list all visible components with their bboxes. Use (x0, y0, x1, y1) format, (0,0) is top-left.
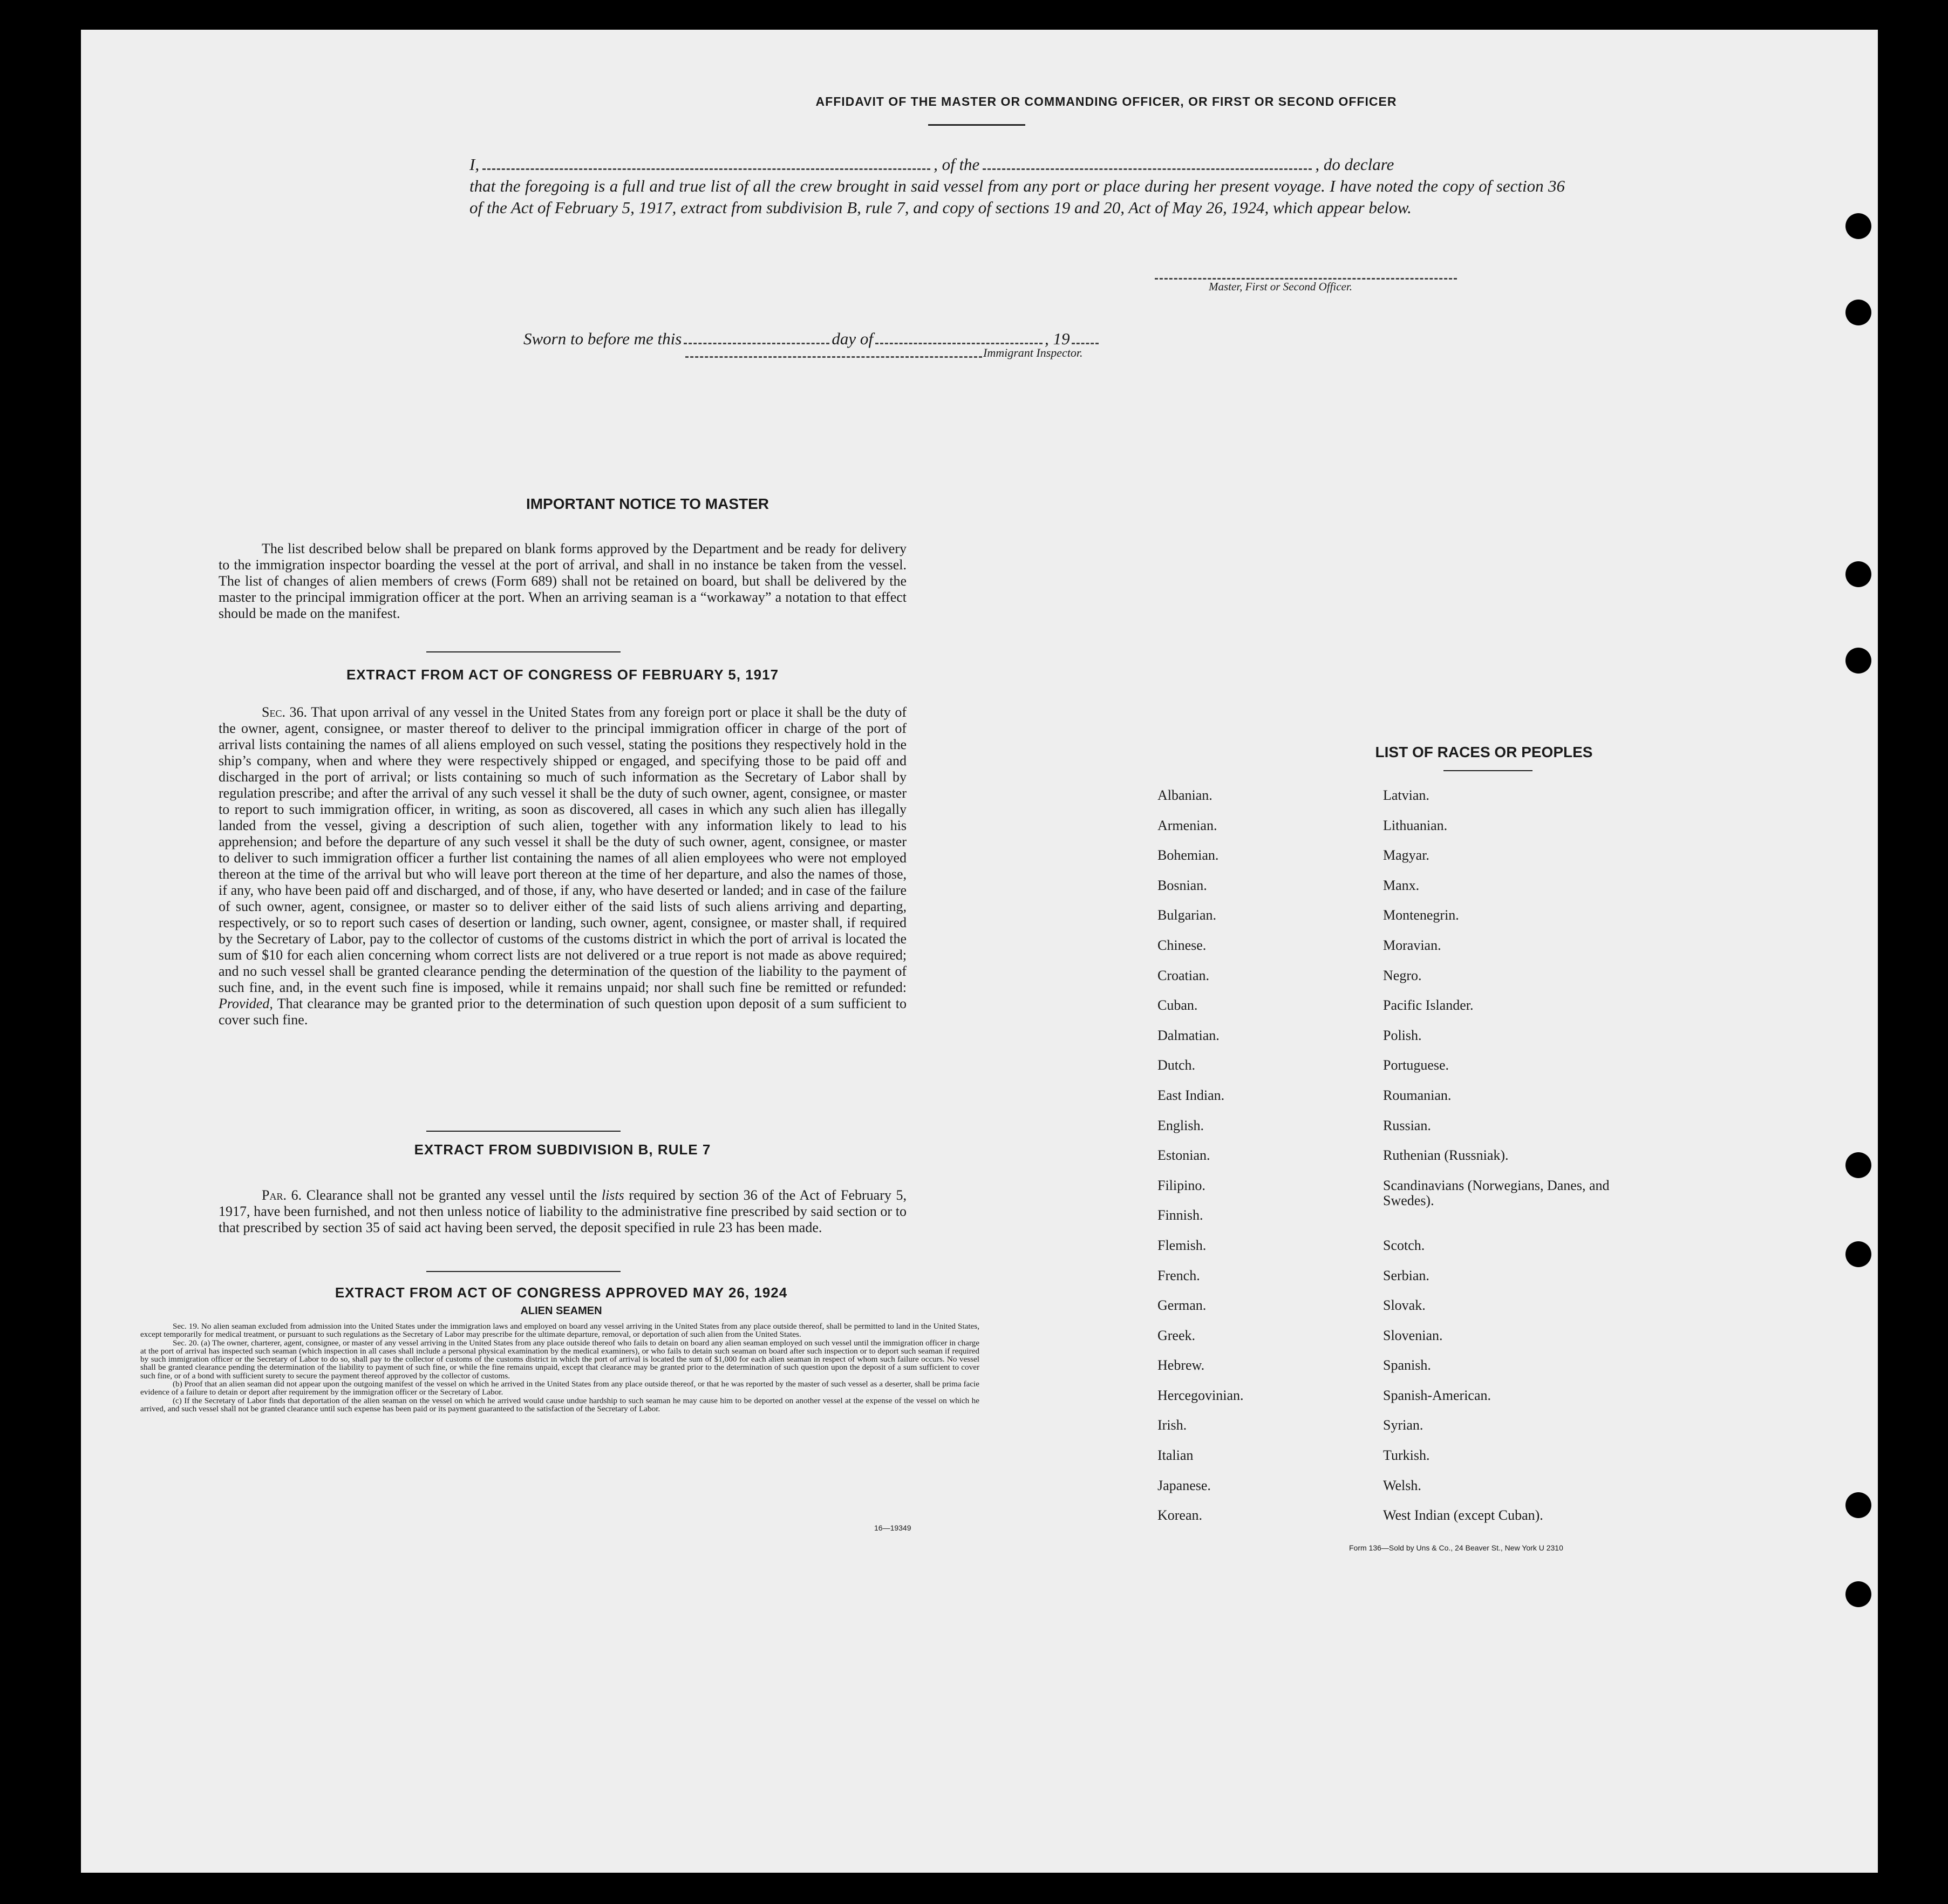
sec-36-body-end: That clearance may be granted prior to the determination of such question upon deposit of a sum sufficient to cover such fine. (219, 996, 907, 1028)
punch-hole (1845, 300, 1871, 325)
officer-name-blank[interactable] (482, 168, 930, 170)
punch-hole (1845, 1241, 1871, 1267)
race-item: Slovenian. (1383, 1327, 1443, 1343)
notice-divider (426, 651, 621, 652)
i-label: I, (469, 155, 480, 174)
form-number: 16—19349 (874, 1524, 911, 1532)
sec-36-body: That upon arrival of any vessel in the United States from any foreign port or place it shall be the duty of the owner, agent, consignee, or master thereof to deliver to the principal immigration officer in charge of the port of arrival lists containing the names of all aliens employed on such vessel, stating the positions they respectively hold in the ship’s company, when and where they were respectively shipped or engaged, and specifying those to be paid off and discharged in the port of arrival; or lists containing so much of such information as the Secretary of Labor shall by regulation prescribe; and after the arrival of any such vessel it shall be the duty of such owner, agent, consignee, or master to report to such immigration officer, in writing, as soon as discovered, all cases in which any such alien has illegally landed from the vessel, giving a description of such alien, together with any information likely to lead to his apprehension; and before the departure of any such vessel it shall be the duty of such owner, agent, consignee, or master to deliver to such immigration officer a further list containing the names of all alien employees who were not employed thereon at the time of the arrival but who will leave port thereon at the time of her departure, and also the names of those, if any, who have been paid off and discharged, and of those, if any, who have deserted or landed; and in case of the failure of such owner, agent, consignee, or master so to deliver either of the said lists of such aliens arriving and departing, respectively, or so to report such cases of desertion or landing, such owner, agent, consignee, or master shall, if required by the Secretary of Labor, pay to the collector of customs of the customs district in which the port of arrival is located the sum of $10 for each alien concerning whom correct lists are not delivered or a true report is not made as above required; and no such vessel shall be granted clearance pending the determination of the question of the liability to the payment of such fine, and, in the event such fine is imposed, while it remains unpaid; nor shall such fine be remitted or refunded: (219, 704, 907, 995)
race-item: Spanish. (1383, 1357, 1431, 1373)
title-divider (928, 124, 1025, 126)
race-item: Bulgarian. (1157, 907, 1217, 923)
par-6-body-a: Clearance shall not be granted any vessel until the (306, 1187, 597, 1203)
section-20b-text: (b) Proof that an alien seaman did not appear upon the outgoing manifest of the vessel on which he arrived in the United States from any place outside thereof, or that he was reported by the master of such vessel as a deserter, shall be prima facie evidence of a failure to detain or deport after requirement by the immigration officer or the Secretary of Labor. (140, 1379, 979, 1397)
punch-hole (1845, 561, 1871, 587)
race-item: East Indian. (1157, 1087, 1225, 1103)
race-item: Korean. (1157, 1507, 1203, 1524)
punch-hole (1845, 1581, 1871, 1607)
affidavit-statement (469, 154, 1565, 219)
races-title: LIST OF RACES OR PEOPLES (1375, 744, 1593, 760)
race-item: Croatian. (1157, 967, 1210, 983)
par-6-label: Par. 6. (262, 1187, 302, 1203)
sworn-day-blank[interactable] (684, 343, 829, 344)
affidavit-body: that the foregoing is a full and true list of all the crew brought in said vessel from any port or place during her present voyage. I have noted the copy of section 36 of the Act of February 5, 1917, extract from subdivision B, rule 7, and copy of sections 19 and 20, Act of May 26, 1924, which appear below. (469, 176, 1565, 217)
race-item: Serbian. (1383, 1267, 1429, 1283)
race-item: Chinese. (1157, 937, 1207, 953)
alien-seamen-subtitle: ALIEN SEAMEN (520, 1305, 602, 1317)
year-label: , 19 (1044, 329, 1070, 348)
section-19-text: Sec. 19. No alien seaman excluded from admission into the United States under the immigration laws and employed on board any vessel arriving in the United States from any place outside thereof, shall be permitted to land in the United States, except temporarily for medical treatment, or pursuant to such regulations as the Secretary of Labor may prescribe for the ultimate departure, removal, or deportation of such alien from the United States. (140, 1322, 979, 1339)
race-item: Flemish. (1157, 1237, 1207, 1253)
race-item: Manx. (1383, 877, 1420, 893)
race-item: Dalmatian. (1157, 1027, 1220, 1043)
affidavit-title: AFFIDAVIT OF THE MASTER OR COMMANDING OFFICER, OR FIRST OR SECOND OFFICER (815, 94, 1397, 108)
punch-hole (1845, 648, 1871, 674)
race-item: Spanish-American. (1383, 1387, 1491, 1403)
race-item: Polish. (1383, 1027, 1422, 1043)
race-item: Albanian. (1157, 787, 1213, 803)
race-item: Italian (1157, 1447, 1194, 1464)
inspector-signature-blank[interactable] (685, 356, 982, 358)
race-item: Greek. (1157, 1327, 1196, 1343)
races-list (1157, 788, 1697, 1538)
race-item: English. (1157, 1117, 1204, 1133)
race-item: Hebrew. (1157, 1357, 1205, 1373)
race-item: Irish. (1157, 1417, 1187, 1433)
race-item: Hercegovinian. (1157, 1387, 1244, 1403)
inspector-label: Immigrant Inspector. (983, 346, 1083, 359)
race-item: Russian. (1383, 1117, 1431, 1133)
paragraph-6-text (219, 1187, 907, 1236)
notice-body: The list described below shall be prepared on blank forms approved by the Department and be ready for delivery to the immigration inspector boarding the vessel at the port of arrival, and shall in no instance be taken from the vessel. The list of changes of alien members of crews (Form 689) shall not be retained on board, but shall be delivered by the master to the principal immigration officer at the port. When an arriving seaman is a “workaway” a notation to that effect should be made on the manifest. (219, 541, 907, 621)
master-signature-blank[interactable] (1155, 278, 1457, 280)
race-item: Filipino. (1157, 1177, 1205, 1193)
form-footer: Form 136—Sold by Uns & Co., 24 Beaver St., New York U 2310 (1349, 1543, 1563, 1552)
sworn-prefix: Sworn to before me this (523, 329, 682, 348)
race-item: Cuban. (1157, 997, 1198, 1014)
race-item (1383, 1208, 1697, 1238)
sec-36-label: Sec. 36. (262, 704, 308, 720)
rule-7-divider (426, 1271, 621, 1272)
alien-seamen-sections (140, 1322, 979, 1413)
race-item: Lithuanian. (1383, 817, 1448, 833)
race-item: German. (1157, 1297, 1207, 1314)
race-item: Ruthenian (Russniak). (1383, 1147, 1509, 1164)
race-item: Welsh. (1383, 1477, 1421, 1493)
races-divider (1443, 770, 1532, 771)
sworn-month-blank[interactable] (875, 343, 1043, 344)
race-item: Magyar. (1383, 847, 1429, 863)
punch-hole (1845, 1152, 1871, 1178)
race-item: Scandinavians (Norwegians, Danes, and Swedes). (1383, 1177, 1610, 1208)
race-item: Portuguese. (1383, 1057, 1449, 1073)
race-item: Pacific Islander. (1383, 997, 1474, 1014)
day-of-label: day of (832, 329, 873, 348)
vessel-name-blank[interactable] (983, 168, 1312, 170)
rule-7-title: EXTRACT FROM SUBDIVISION B, RULE 7 (414, 1141, 711, 1158)
section-36-text (219, 704, 907, 1028)
section-20c-text: (c) If the Secretary of Labor finds that deportation of the alien seaman on the vessel on which he arrived would cause undue hardship to such seaman he may cause him to be deported on another vessel at the expense of the vessel on which he arrived, and such vessel shall not be granted clearance until such expense has been paid or its payment guaranteed to the satisfaction of the Secretary of Labor. (140, 1396, 979, 1413)
declare-label: , do declare (1315, 155, 1394, 174)
form-page (81, 30, 1878, 1873)
race-item: Japanese. (1157, 1477, 1211, 1493)
race-item: Estonian. (1157, 1147, 1210, 1164)
extract-1924-title: EXTRACT FROM ACT OF CONGRESS APPROVED MAY 26, 1924 (335, 1284, 788, 1301)
of-the-label: , of the (934, 155, 980, 174)
punch-hole (1845, 213, 1871, 239)
race-item: Negro. (1383, 967, 1422, 983)
sworn-year-blank[interactable] (1072, 343, 1099, 344)
race-item: French. (1157, 1267, 1200, 1283)
provided-label: Provided, (219, 996, 273, 1011)
section-36-divider (426, 1131, 621, 1132)
race-item: Turkish. (1383, 1447, 1430, 1464)
race-item: Latvian. (1383, 787, 1429, 803)
race-item: Bosnian. (1157, 877, 1207, 893)
section-20a-text: Sec. 20. (a) The owner, charterer, agent, consignee, or master of any vessel arriving in the United States from any place outside thereof who fails to detain on board any alien seaman employed on such vessel until the immigration officer in charge at the port of arrival has inspected such seaman (which inspection in all cases shall include a personal physical examination by the medical examiners), or who fails to detain such seaman on board after such inspection or to deport such seaman if required by such immigration officer or the Secretary of Labor to do so, shall pay to the collector of customs of the customs district in which the port of arrival is located the sum of $1,000 for each alien seaman in respect of whom such failure occurs. No vessel shall be granted clearance pending the determination of the liability to payment of such fine, or while the fine remains unpaid, except that clearance may be granted prior to the determination of such question upon the deposit of a sum sufficient to cover such fine, or of a bond with sufficient surety to secure the payment thereof approved by the collector of customs. (140, 1338, 979, 1381)
race-item: Bohemian. (1157, 847, 1219, 863)
race-item: Armenian. (1157, 817, 1217, 833)
race-item: Dutch. (1157, 1057, 1196, 1073)
race-item: Slovak. (1383, 1297, 1426, 1314)
lists-word: lists (601, 1187, 624, 1203)
race-item: Montenegrin. (1383, 907, 1459, 923)
race-item: West Indian (except Cuban). (1383, 1507, 1543, 1524)
race-item: Scotch. (1383, 1237, 1425, 1253)
notice-title: IMPORTANT NOTICE TO MASTER (526, 495, 769, 512)
race-item: Finnish. (1157, 1207, 1203, 1223)
race-item: Roumanian. (1383, 1087, 1452, 1103)
par-6-body-b: required by section 36 of the Act of February 5, 1917, have been furnished, and not then unless notice of liability to the administrative fine prescribed by said section or to that prescribed by section 35 of said act having been served, the deposit specified in rule 23 has been made. (219, 1187, 907, 1235)
extract-1917-title: EXTRACT FROM ACT OF CONGRESS OF FEBRUARY 5, 1917 (346, 667, 779, 683)
affidavit-fill-line (469, 154, 1565, 175)
race-item: Moravian. (1383, 937, 1441, 953)
punch-hole (1845, 1492, 1871, 1518)
master-signature-label: Master, First or Second Officer. (1209, 280, 1352, 293)
race-item: Syrian. (1383, 1417, 1423, 1433)
